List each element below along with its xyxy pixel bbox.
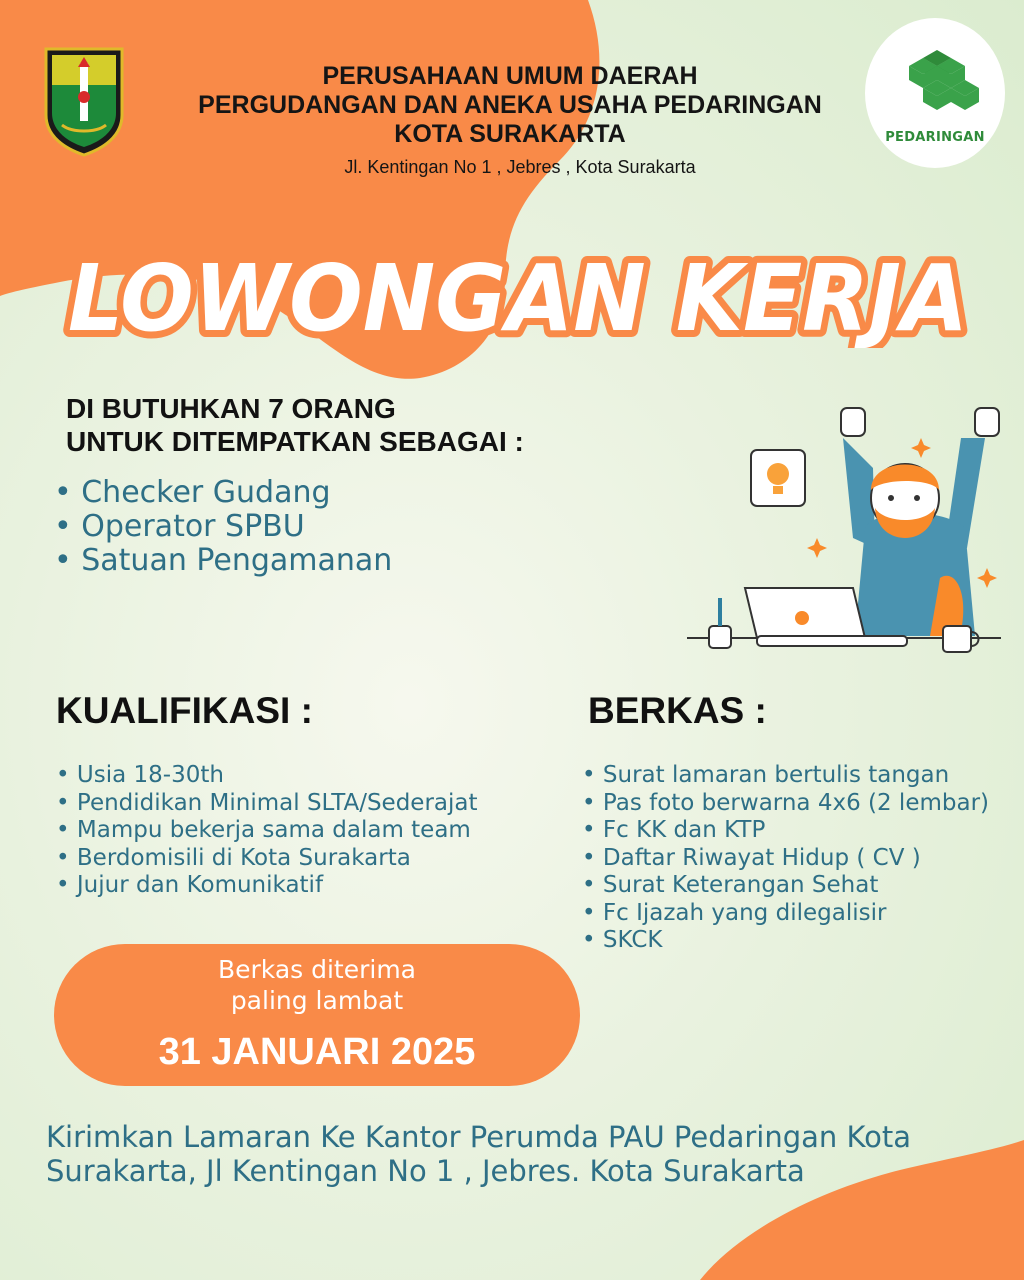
header-address: Jl. Kentingan No 1 , Jebres , Kota Surakarta [344, 157, 696, 177]
document-item: • SKCK [582, 927, 989, 955]
qualification-item: • Jujur dan Komunikatif [56, 872, 478, 900]
qualification-item: • Berdomisili di Kota Surakarta [56, 845, 478, 873]
document-item: • Pas foto berwarna 4x6 (2 lembar) [582, 790, 989, 818]
qualification-item: • Mampu bekerja sama dalam team [56, 817, 478, 845]
qualification-item: • Usia 18-30th [56, 762, 478, 790]
documents-title: BERKAS : [588, 690, 767, 731]
footer-line-2: Surakarta, Jl Kentingan No 1 , Jebres. Kota Surakarta [46, 1154, 805, 1188]
submission-address [46, 1120, 1006, 1188]
vacancy-summary [66, 392, 524, 458]
position-item: • Satuan Pengamanan [54, 544, 392, 578]
pedaringan-wordmark: PEDARINGAN [885, 130, 985, 145]
document-item: • Fc Ijazah yang dilegalisir [582, 900, 989, 928]
company-header [150, 62, 870, 178]
header-line-2: PERGUDANGAN DAN ANEKA USAHA PEDARINGAN [198, 91, 822, 119]
position-item: • Checker Gudang [54, 476, 392, 510]
deadline-line-2: paling lambat [230, 986, 404, 1015]
qualification-title: KUALIFIKASI : [56, 690, 313, 731]
document-item: • Daftar Riwayat Hidup ( CV ) [582, 845, 989, 873]
footer-line-1: Kirimkan Lamaran Ke Kantor Perumda PAU Pedaringan Kota [46, 1120, 911, 1154]
header-line-1: PERUSAHAAN UMUM DAERAH [322, 62, 698, 90]
deadline-date: 31 JANUARI 2025 [158, 1031, 476, 1073]
qualification-item: • Pendidikan Minimal SLTA/Sederajat [56, 790, 478, 818]
page-title-text: LOWONGAN KERJA [68, 245, 968, 348]
vacancy-placement: UNTUK DITEMPATKAN SEBAGAI : [66, 426, 524, 457]
deadline-line-1: Berkas diterima [217, 955, 417, 984]
kota-surakarta-emblem [42, 45, 126, 157]
header-line-3: KOTA SURAKARTA [394, 120, 626, 148]
green-cubes-icon [865, 18, 1005, 128]
happy-worker-illustration [685, 398, 1005, 663]
documents-list [582, 762, 989, 955]
document-item: • Fc KK dan KTP [582, 817, 989, 845]
vacancy-count: DI BUTUHKAN 7 ORANG [66, 393, 396, 424]
position-list [54, 476, 392, 578]
pedaringan-logo [865, 18, 1005, 168]
document-item: • Surat Keterangan Sehat [582, 872, 989, 900]
deadline-badge [54, 944, 580, 1086]
position-item: • Operator SPBU [54, 510, 392, 544]
qualification-list [56, 762, 478, 900]
document-item: • Surat lamaran bertulis tangan [582, 762, 989, 790]
page-title [28, 238, 1008, 348]
